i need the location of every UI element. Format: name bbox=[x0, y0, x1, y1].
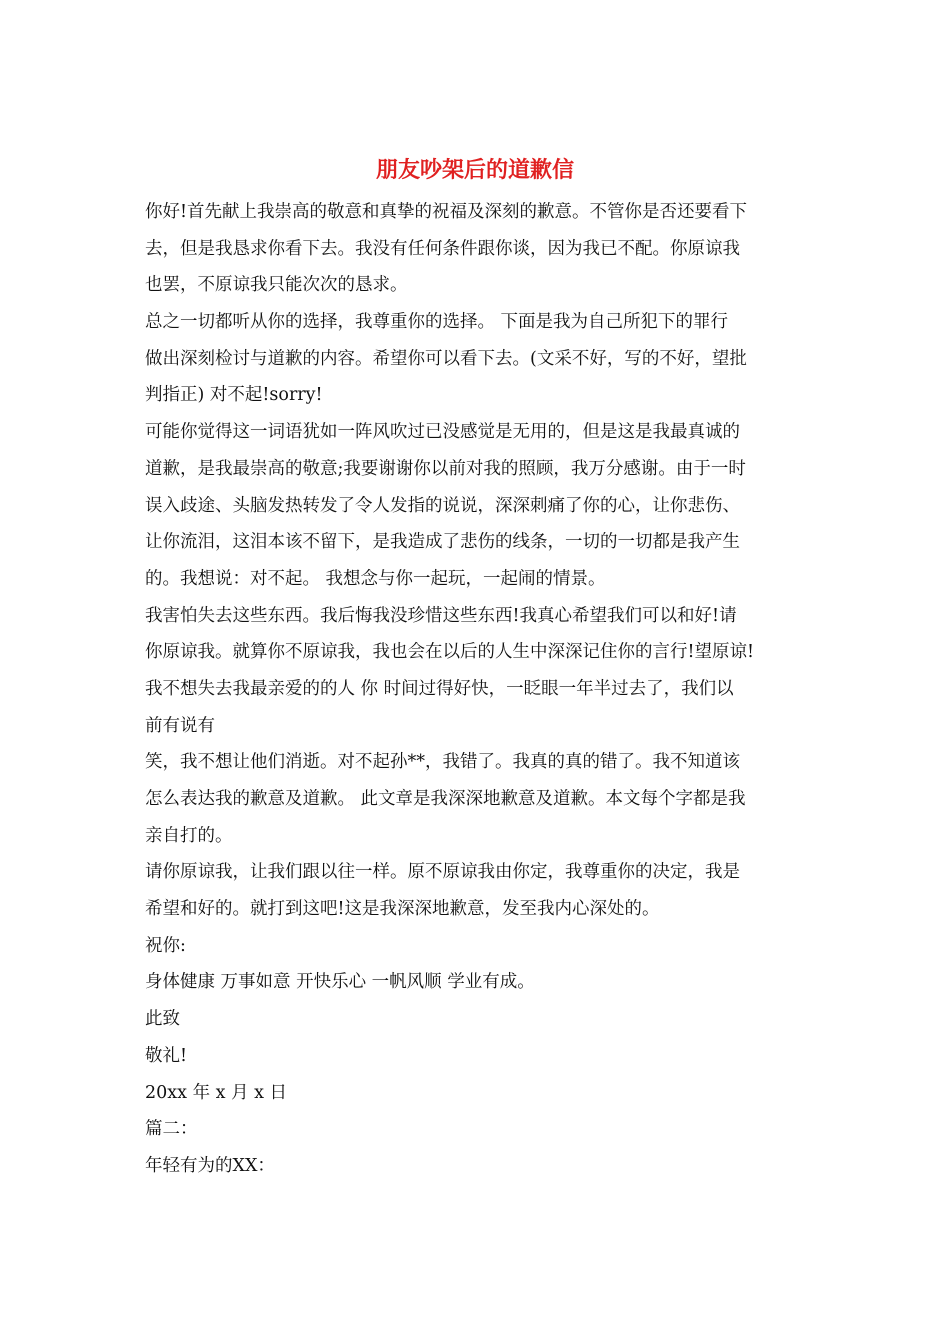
body-line: 做出深刻检讨与道歉的内容。希望你可以看下去。(文采不好，写的不好，望批 bbox=[145, 348, 747, 369]
body-line: 误入歧途、头脑发热转发了令人发指的说说，深深刺痛了你的心，让你悲伤、 bbox=[145, 495, 740, 516]
body-line: 我害怕失去这些东西。我后悔我没珍惜这些东西!我真心希望我们可以和好!请 bbox=[145, 605, 737, 626]
body-line: 篇二： bbox=[145, 1119, 198, 1140]
body-line: 判指正) 对不起!sorry! bbox=[145, 385, 323, 406]
body-line: 让你流泪，这泪本该不留下，是我造成了悲伤的线条，一切的一切都是我产生 bbox=[145, 532, 740, 553]
body-line: 祝你: bbox=[145, 935, 186, 956]
body-line: 亲自打的。 bbox=[145, 825, 233, 846]
document-body bbox=[145, 194, 825, 1185]
body-line: 你好!首先献上我崇高的敬意和真挚的祝福及深刻的歉意。不管你是否还要看下 bbox=[145, 202, 748, 222]
body-line: 敬礼! bbox=[145, 1045, 188, 1066]
body-line: 20xx 年 x 月 x 日 bbox=[145, 1082, 288, 1103]
body-line: 你原谅我。就算你不原谅我，我也会在以后的人生中深深记住你的言行!望原谅! bbox=[145, 642, 755, 663]
body-line: 的。我想说：对不起。 我想念与你一起玩，一起闹的情景。 bbox=[145, 568, 606, 589]
body-line: 前有说有 bbox=[145, 715, 215, 736]
body-line: 希望和好的。就打到这吧!这是我深深地歉意，发至我内心深处的。 bbox=[145, 899, 660, 920]
body-line: 也罢，不原谅我只能次次的恳求。 bbox=[145, 275, 408, 296]
body-line: 道歉，是我最崇高的敬意;我要谢谢你以前对我的照顾，我万分感谢。由于一时 bbox=[145, 458, 746, 479]
document-title: 朋友吵架后的道歉信 bbox=[375, 157, 574, 183]
body-line: 总之一切都听从你的选择，我尊重你的选择。 下面是我为自己所犯下的罪行 bbox=[145, 312, 729, 333]
body-line: 去，但是我恳求你看下去。我没有任何条件跟你谈，因为我已不配。你原谅我 bbox=[145, 238, 740, 259]
body-line: 怎么表达我的歉意及道歉。 此文章是我深深地歉意及道歉。本文每个字都是我 bbox=[145, 789, 746, 809]
body-line: 年轻有为的XX： bbox=[145, 1155, 275, 1176]
body-line: 请你原谅我，让我们跟以往一样。原不原谅我由你定，我尊重你的决定，我是 bbox=[145, 862, 740, 883]
body-line: 可能你觉得这一词语犹如一阵风吹过已没感觉是无用的，但是这是我最真诚的 bbox=[145, 422, 740, 443]
body-line: 此致 bbox=[145, 1009, 180, 1030]
body-line: 身体健康 万事如意 开快乐心 一帆风顺 学业有成。 bbox=[145, 972, 535, 993]
body-line: 笑，我不想让他们消逝。对不起孙**，我错了。我真的真的错了。我不知道该 bbox=[145, 752, 740, 773]
body-line: 我不想失去我最亲爱的的人 你 时间过得好快，一眨眼一年半过去了，我们以 bbox=[145, 678, 734, 699]
